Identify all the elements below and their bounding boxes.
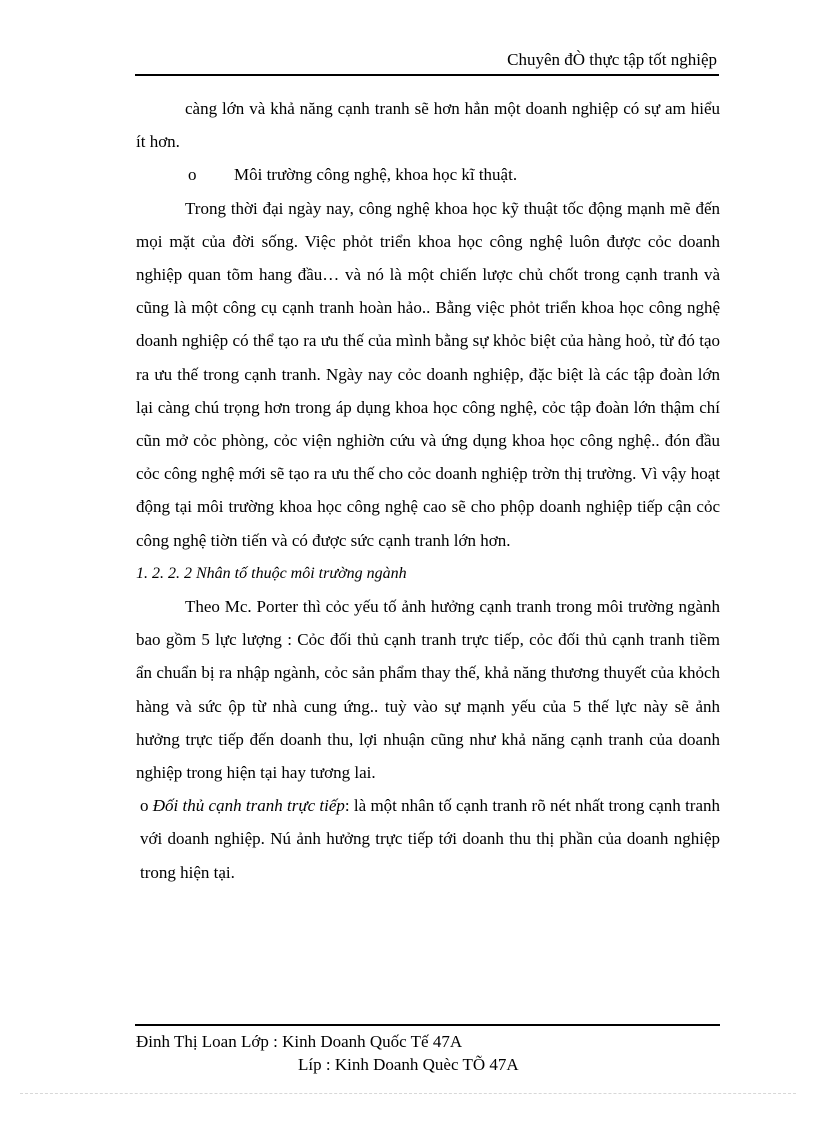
page-header bbox=[135, 48, 719, 76]
bullet-item-technology bbox=[136, 158, 720, 191]
bullet-circle-icon: o bbox=[140, 796, 149, 816]
bullet-text: Môi trường công nghệ, khoa học kĩ thuật. bbox=[234, 165, 518, 185]
footer-line-1: Đinh Thị Loan Lớp : Kinh Doanh Quốc Tế 47A bbox=[136, 1032, 463, 1051]
header-title: Chuyên đÒ thực tập tốt nghiệp bbox=[507, 50, 717, 69]
section-heading: 1. 2. 2. 2 Nhân tố thuộc môi trường ngành bbox=[136, 564, 407, 582]
bullet-item-direct-competitor bbox=[136, 789, 720, 889]
footer-divider bbox=[135, 1024, 720, 1026]
paragraph-3: Theo Mc. Porter thì cỏc yếu tố ảnh hưởng cạnh tranh trong môi trường ngành bao gồm 5 lực lượng : Cỏc đối thủ cạnh tranh trực tiếp, cỏc đối thủ cạnh tranh tiềm ẩn chuẩn bị ra nhập ngành, cỏc sản phẩm thay thế, khả năng thương thuyết của khỏch hàng và sức ộp từ nhà cung ứng.. tuỳ vào sự mạnh yếu của 5 thế lực này sẽ ảnh hưởng trực tiếp đến doanh thu, lợi nhuận cũng như khả năng cạnh tranh của doanh nghiệp trong hiện tại hay tương lai. bbox=[136, 597, 720, 783]
page-edge-divider bbox=[20, 1093, 796, 1094]
paragraph-2: Trong thời đại ngày nay, công nghệ khoa học kỹ thuật tốc động mạnh mẽ đến mọi mặt của đời sống. Việc phỏt triển khoa học công nghệ luôn được cỏc doanh nghiệp quan tõm hang đầu… và nó là một chiến lược chủ chốt trong cạnh tranh và cũng là một công cụ cạnh tranh hoàn hảo.. Bằng việc phỏt triển khoa học công nghệ doanh nghiệp có thể tạo ra ưu thế của mình bằng sự khỏc biệt của hàng hoỏ, từ đó tạo ra ưu thế trong cạnh tranh. Ngày nay cỏc doanh nghiệp, đặc biệt là các tập đoàn lớn lại càng chú trọng hơn trong áp dụng khoa học công nghệ, cỏc tập đoàn lớn thậm chí cũn mở cỏc phòng, cỏc viện nghiờn cứu và ứng dụng khoa học công nghệ.. đón đầu cỏc công nghệ mới sẽ tạo ra ưu thế cho cỏc doanh nghiệp trờn thị trường. Vì vậy hoạt động tại môi trường khoa học công nghệ cao sẽ cho phộp doanh nghiệp tiếp cận cỏc công nghệ tiờn tiến và có được sức cạnh tranh lớn hơn. bbox=[136, 198, 720, 550]
footer-line-2: Líp : Kinh Doanh Quèc TÕ 47A bbox=[298, 1055, 519, 1074]
bullet-emphasis: Đối thủ cạnh tranh trực tiếp bbox=[152, 796, 345, 816]
document-body bbox=[136, 92, 720, 889]
paragraph-1: càng lớn và khả năng cạnh tranh sẽ hơn hẳn một doanh nghiệp có sự am hiểu ít hơn. bbox=[136, 99, 720, 152]
bullet-text: : là một nhân tố cạnh tranh rõ nét nhất trong cạnh tranh với doanh nghiệp. Nú ảnh hưởng trực tiếp tới doanh thu thị phần của doanh nghiệp trong hiện tại. bbox=[140, 796, 720, 882]
bullet-circle-icon: o bbox=[188, 165, 197, 185]
